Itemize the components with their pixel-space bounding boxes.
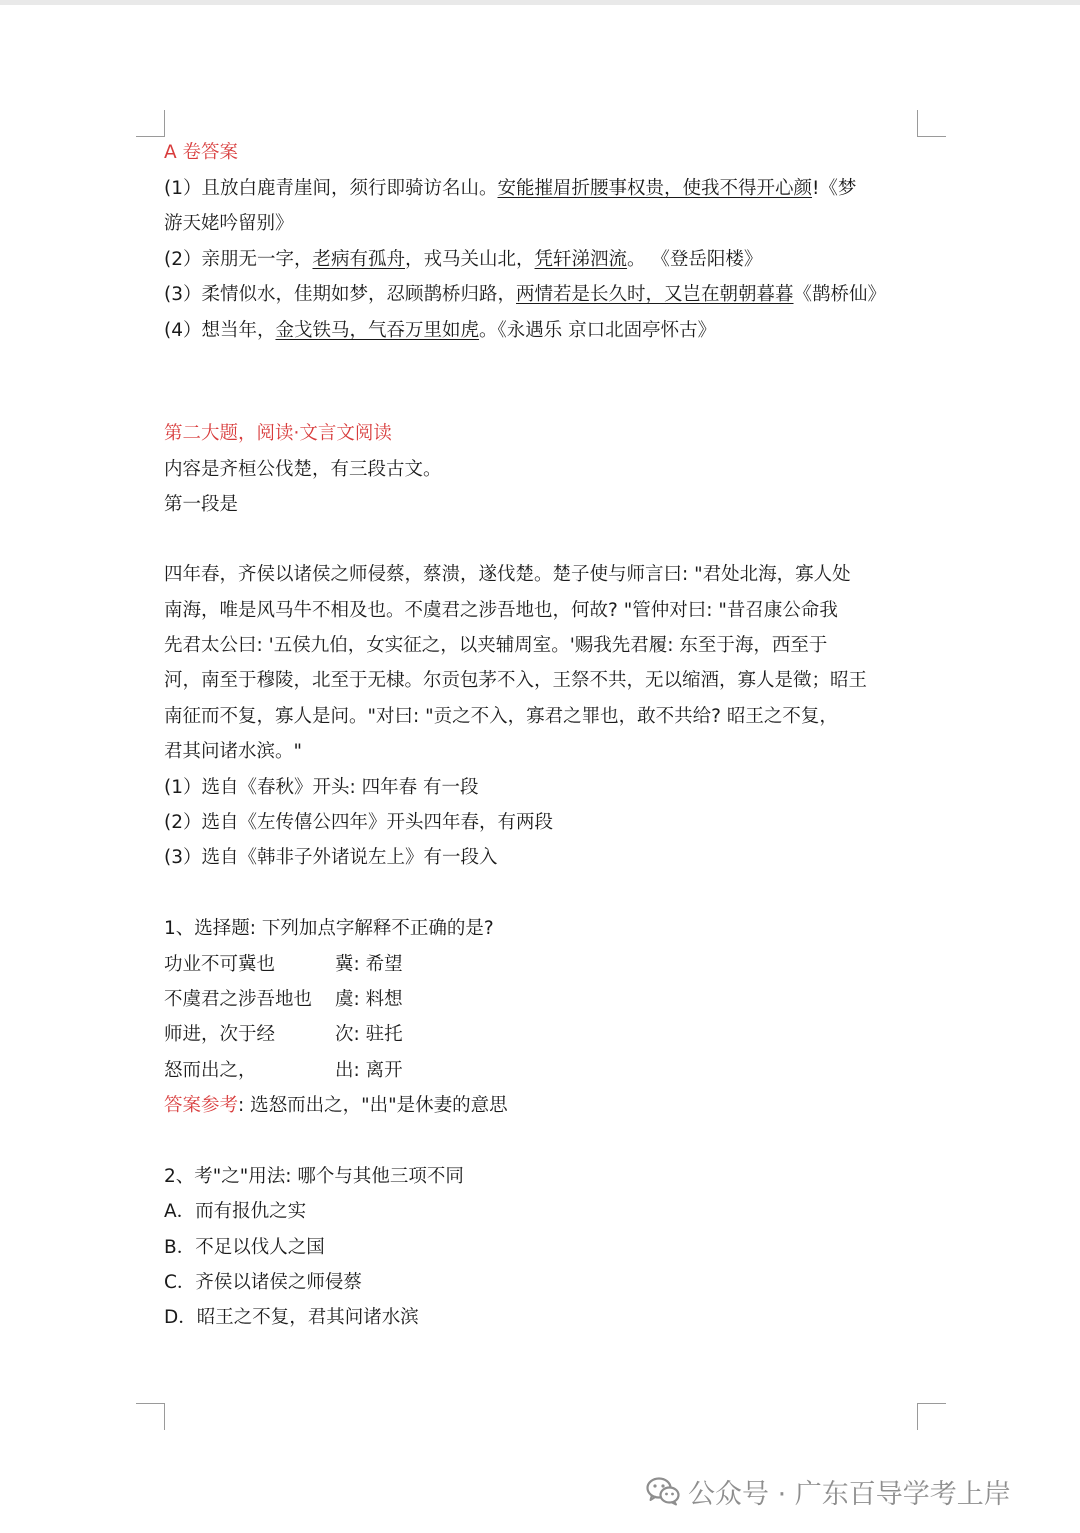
answer-4-text: (4）想当年， bbox=[164, 320, 276, 341]
passage-line: 河，南至于穆陵，北至于无棣。尔贡包茅不入，王祭不共，无以缩酒，寡人是徵；昭王 bbox=[164, 670, 868, 691]
section-2-intro: 内容是齐桓公伐楚，有三段古文。 bbox=[164, 459, 442, 480]
answer-1-text: (1）且放白鹿青崖间，须行即骑访名山。 bbox=[164, 178, 498, 199]
crop-mark-top-left bbox=[136, 110, 165, 137]
answer-2-text: (2）亲朋无一字， bbox=[164, 249, 313, 270]
question-2-title: 2、考"之"用法: 哪个与其他三项不同 bbox=[164, 1166, 464, 1187]
top-edge-bar bbox=[0, 0, 1080, 5]
passage-line: 先君太公曰: '五侯九伯，女实征之，以夹辅周室。'赐我先君履: 东至于海，西至于 bbox=[164, 635, 828, 656]
crop-mark-bottom-left bbox=[136, 1403, 165, 1430]
watermark bbox=[646, 1471, 1011, 1511]
passage-line: 南征而不复，寡人是问。"对曰: "贡之不入，寡君之罪也，敢不共给? 昭王之不复， bbox=[164, 706, 838, 727]
q1-row-left: 不虞君之涉吾地也 bbox=[164, 989, 313, 1010]
q1-row-right: 冀: 希望 bbox=[335, 954, 403, 975]
answer-2-text-2: ，戎马关山北， bbox=[405, 249, 535, 270]
option-a: A．而有报仇之实 bbox=[164, 1201, 307, 1222]
answer-3 bbox=[164, 282, 886, 308]
answer-4-source: 。《永遇乐 京口北固亭怀古》 bbox=[479, 320, 717, 341]
answer-1-underlined: 安能摧眉折腰事权贵，使我不得开心颜 bbox=[497, 178, 813, 199]
section-2-title: 第二大题，阅读·文言文阅读 bbox=[164, 423, 392, 444]
option-b: B．不足以伐人之国 bbox=[164, 1237, 325, 1258]
source-line: (3）选自《韩非子外诸说左上》有一段入 bbox=[164, 847, 498, 868]
answer-4-underlined: 金戈铁马，气吞万里如虎 bbox=[275, 320, 480, 341]
answer-4 bbox=[164, 318, 716, 344]
answer-3-underlined: 两情若是长久时，又岂在朝朝暮暮 bbox=[516, 284, 794, 305]
question-1-title: 1、选择题: 下列加点字解释不正确的是? bbox=[164, 918, 494, 939]
source-line: (1）选自《春秋》开头: 四年春 有一段 bbox=[164, 777, 479, 798]
q1-row-left: 怒而出之， bbox=[164, 1060, 257, 1081]
passage-line: 君其问诸水滨。" bbox=[164, 741, 303, 762]
crop-mark-top-right bbox=[917, 110, 946, 137]
crop-mark-bottom-right bbox=[917, 1403, 946, 1430]
section-2-first: 第一段是 bbox=[164, 494, 239, 515]
answer-3-source: 《鹊桥仙》 bbox=[793, 284, 887, 305]
watermark-text: 公众号 · 广东百导学考上岸 bbox=[688, 1478, 1011, 1510]
source-line: (2）选自《左传僖公四年》开头四年春，有两段 bbox=[164, 812, 553, 833]
q1-row-right: 次: 驻托 bbox=[335, 1024, 403, 1045]
option-c: C．齐侯以诸侯之师侵蔡 bbox=[164, 1272, 362, 1293]
q1-row-left: 功业不可冀也 bbox=[164, 954, 276, 975]
q1-row-right: 虞: 料想 bbox=[335, 989, 403, 1010]
answer-2 bbox=[164, 247, 762, 273]
answer-label: 答案参考 bbox=[164, 1095, 239, 1116]
answer-2-underlined-1: 老病有孤舟 bbox=[312, 249, 406, 270]
answer-2-underlined-2: 凭轩涕泗流 bbox=[534, 249, 628, 270]
answer-text: : 选怒而出之，"出"是休妻的意思 bbox=[238, 1095, 508, 1116]
answer-1-tail: !《梦 bbox=[812, 178, 857, 199]
section-a-title: A 卷答案 bbox=[164, 142, 239, 163]
passage-line: 南海，唯是风马牛不相及也。不虞君之涉吾地也，何故? "管仲对曰: "昔召康公命我 bbox=[164, 600, 838, 621]
answer-1-line-2: 游天姥吟留别》 bbox=[164, 213, 294, 234]
answer-2-source: 。 《登岳阳楼》 bbox=[627, 249, 763, 270]
option-d: D．昭王之不复，君其问诸水滨 bbox=[164, 1307, 419, 1328]
q1-row-left: 师进，次于经 bbox=[164, 1024, 276, 1045]
passage-line: 四年春，齐侯以诸侯之师侵蔡，蔡溃，遂伐楚。楚子使与师言曰: "君处北海，寡人处 bbox=[164, 564, 851, 585]
answer-3-text: (3）柔情似水，佳期如梦，忍顾鹊桥归路， bbox=[164, 284, 516, 305]
answer-1-line-1 bbox=[164, 176, 856, 202]
wechat-icon bbox=[646, 1476, 680, 1506]
q1-answer bbox=[164, 1093, 508, 1119]
q1-row-right: 出: 离开 bbox=[335, 1060, 403, 1081]
